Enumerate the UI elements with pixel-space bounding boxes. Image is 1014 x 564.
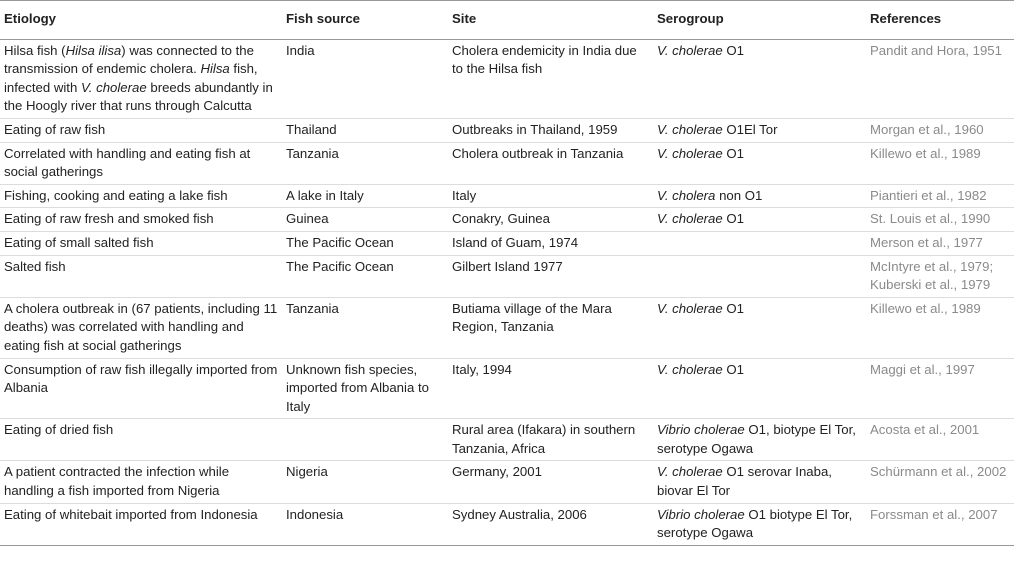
header-row xyxy=(0,1,1014,40)
table-body xyxy=(0,39,1014,545)
fish-source-cell: Nigeria xyxy=(282,461,448,503)
site-cell: Gilbert Island 1977 xyxy=(448,255,653,297)
fish-source-cell: The Pacific Ocean xyxy=(282,255,448,297)
etiology-cell xyxy=(0,142,282,184)
italic-text: V. cholerae xyxy=(657,145,723,161)
header-serogroup: Serogroup xyxy=(653,1,866,40)
italic-text: V. cholerae xyxy=(80,79,147,95)
etiology-cell xyxy=(0,503,282,545)
site-cell: Island of Guam, 1974 xyxy=(448,231,653,255)
table-row xyxy=(0,419,1014,461)
site-cell: Butiama village of the Mara Region, Tanzania xyxy=(448,297,653,358)
site-cell: Sydney Australia, 2006 xyxy=(448,503,653,545)
italic-text: V. cholerae xyxy=(657,300,723,316)
reference-cell: McIntyre et al., 1979; Kuberski et al., 1979 xyxy=(866,255,1014,297)
text-segment: Eating of raw fish xyxy=(4,121,106,137)
italic-text: Hilsa ilisa xyxy=(65,42,122,58)
site-cell: Germany, 2001 xyxy=(448,461,653,503)
table-row xyxy=(0,461,1014,503)
etiology-cell xyxy=(0,231,282,255)
text-segment: Eating of small salted fish xyxy=(4,234,154,250)
text-segment: A cholera outbreak in (67 patients, including 11 deaths) was correlated with handling and eating fish at social gatherings xyxy=(4,300,278,353)
text-segment: breeds abundantly in the Hoogly river that runs through Calcutta xyxy=(4,79,273,114)
etiology-cell xyxy=(0,208,282,232)
reference-cell: St. Louis et al., 1990 xyxy=(866,208,1014,232)
etiology-cell xyxy=(0,255,282,297)
fish-source-cell: Tanzania xyxy=(282,142,448,184)
text-segment: O1El Tor xyxy=(722,121,778,137)
text-segment: O1 serovar Inaba, biovar El Tor xyxy=(657,464,832,499)
text-segment: O1 biotype El Tor, serotype Ogawa xyxy=(657,506,853,541)
reference-cell: Maggi et al., 1997 xyxy=(866,358,1014,419)
header-site: Site xyxy=(448,1,653,40)
italic-text: V. cholerae xyxy=(657,121,723,137)
reference-cell: Killewo et al., 1989 xyxy=(866,297,1014,358)
site-cell: Cholera endemicity in India due to the Hilsa fish xyxy=(448,39,653,118)
fish-source-cell: Unknown fish species, imported from Albania to Italy xyxy=(282,358,448,419)
etiology-cell xyxy=(0,419,282,461)
site-cell: Italy xyxy=(448,184,653,208)
text-segment: A patient contracted the infection while handling a fish imported from Nigeria xyxy=(4,464,230,499)
etiology-cell xyxy=(0,118,282,142)
table-row xyxy=(0,255,1014,297)
text-segment: non O1 xyxy=(715,187,763,203)
text-segment: Eating of dried fish xyxy=(4,422,114,438)
text-segment: Eating of whitebait imported from Indonesia xyxy=(4,506,258,522)
text-segment: Hilsa fish ( xyxy=(4,42,66,58)
reference-cell: Forssman et al., 2007 xyxy=(866,503,1014,545)
etiology-cell xyxy=(0,358,282,419)
serogroup-cell xyxy=(653,255,866,297)
table-row xyxy=(0,118,1014,142)
text-segment: ) was connected to the transmission of endemic cholera. xyxy=(4,42,254,77)
text-segment: Salted fish xyxy=(4,258,66,274)
text-segment: Consumption of raw fish illegally imported from Albania xyxy=(4,361,278,396)
table-row xyxy=(0,358,1014,419)
table-row xyxy=(0,39,1014,118)
site-cell: Outbreaks in Thailand, 1959 xyxy=(448,118,653,142)
serogroup-cell xyxy=(653,208,866,232)
serogroup-cell xyxy=(653,297,866,358)
fish-source-cell: The Pacific Ocean xyxy=(282,231,448,255)
fish-source-cell: A lake in Italy xyxy=(282,184,448,208)
text-segment: fish, infected with xyxy=(4,61,258,95)
text-segment: Eating of raw fresh and smoked fish xyxy=(4,211,214,227)
serogroup-cell xyxy=(653,39,866,118)
italic-text: V. cholerae xyxy=(657,464,723,480)
text-segment: O1 xyxy=(722,300,744,316)
reference-cell: Pandit and Hora, 1951 xyxy=(866,39,1014,118)
italic-text: V. cholerae xyxy=(657,211,723,227)
reference-cell: Morgan et al., 1960 xyxy=(866,118,1014,142)
header-references: References xyxy=(866,1,1014,40)
table-row xyxy=(0,142,1014,184)
serogroup-cell xyxy=(653,358,866,419)
header-fish-source: Fish source xyxy=(282,1,448,40)
table-row xyxy=(0,208,1014,232)
header-etiology: Etiology xyxy=(0,1,282,40)
table-row xyxy=(0,231,1014,255)
etiology-cell xyxy=(0,184,282,208)
text-segment: Fishing, cooking and eating a lake fish xyxy=(4,187,228,203)
serogroup-cell xyxy=(653,231,866,255)
fish-source-cell: Tanzania xyxy=(282,297,448,358)
table-row xyxy=(0,297,1014,358)
text-segment: O1 xyxy=(722,145,744,161)
site-cell: Rural area (Ifakara) in southern Tanzania, Africa xyxy=(448,419,653,461)
fish-source-cell: India xyxy=(282,39,448,118)
italic-text: Vibrio cholerae xyxy=(657,506,745,522)
etiology-cell xyxy=(0,297,282,358)
etiology-cell xyxy=(0,461,282,503)
italic-text: Vibrio cholerae xyxy=(657,422,745,438)
text-segment: O1 xyxy=(722,42,744,58)
text-segment: O1 xyxy=(722,211,744,227)
italic-text: V. cholerae xyxy=(657,42,723,58)
text-segment: O1 xyxy=(722,361,744,377)
site-cell: Italy, 1994 xyxy=(448,358,653,419)
table-row xyxy=(0,503,1014,545)
etiology-cell xyxy=(0,39,282,118)
fish-source-cell: Guinea xyxy=(282,208,448,232)
fish-source-cell xyxy=(282,419,448,461)
reference-cell: Killewo et al., 1989 xyxy=(866,142,1014,184)
serogroup-cell xyxy=(653,419,866,461)
fish-source-cell: Thailand xyxy=(282,118,448,142)
text-segment: Correlated with handling and eating fish at social gatherings xyxy=(4,145,251,180)
serogroup-cell xyxy=(653,461,866,503)
fish-source-cell: Indonesia xyxy=(282,503,448,545)
text-segment: O1, biotype El Tor, serotype Ogawa xyxy=(657,422,856,456)
serogroup-cell xyxy=(653,142,866,184)
reference-cell: Acosta et al., 2001 xyxy=(866,419,1014,461)
italic-text: Hilsa xyxy=(200,61,230,77)
italic-text: V. cholerae xyxy=(657,361,723,377)
table-header xyxy=(0,1,1014,40)
serogroup-cell xyxy=(653,118,866,142)
reference-cell: Merson et al., 1977 xyxy=(866,231,1014,255)
serogroup-cell xyxy=(653,503,866,545)
italic-text: V. cholera xyxy=(657,187,716,203)
site-cell: Cholera outbreak in Tanzania xyxy=(448,142,653,184)
reference-cell: Piantieri et al., 1982 xyxy=(866,184,1014,208)
table-row xyxy=(0,184,1014,208)
serogroup-cell xyxy=(653,184,866,208)
site-cell: Conakry, Guinea xyxy=(448,208,653,232)
reference-cell: Schürmann et al., 2002 xyxy=(866,461,1014,503)
